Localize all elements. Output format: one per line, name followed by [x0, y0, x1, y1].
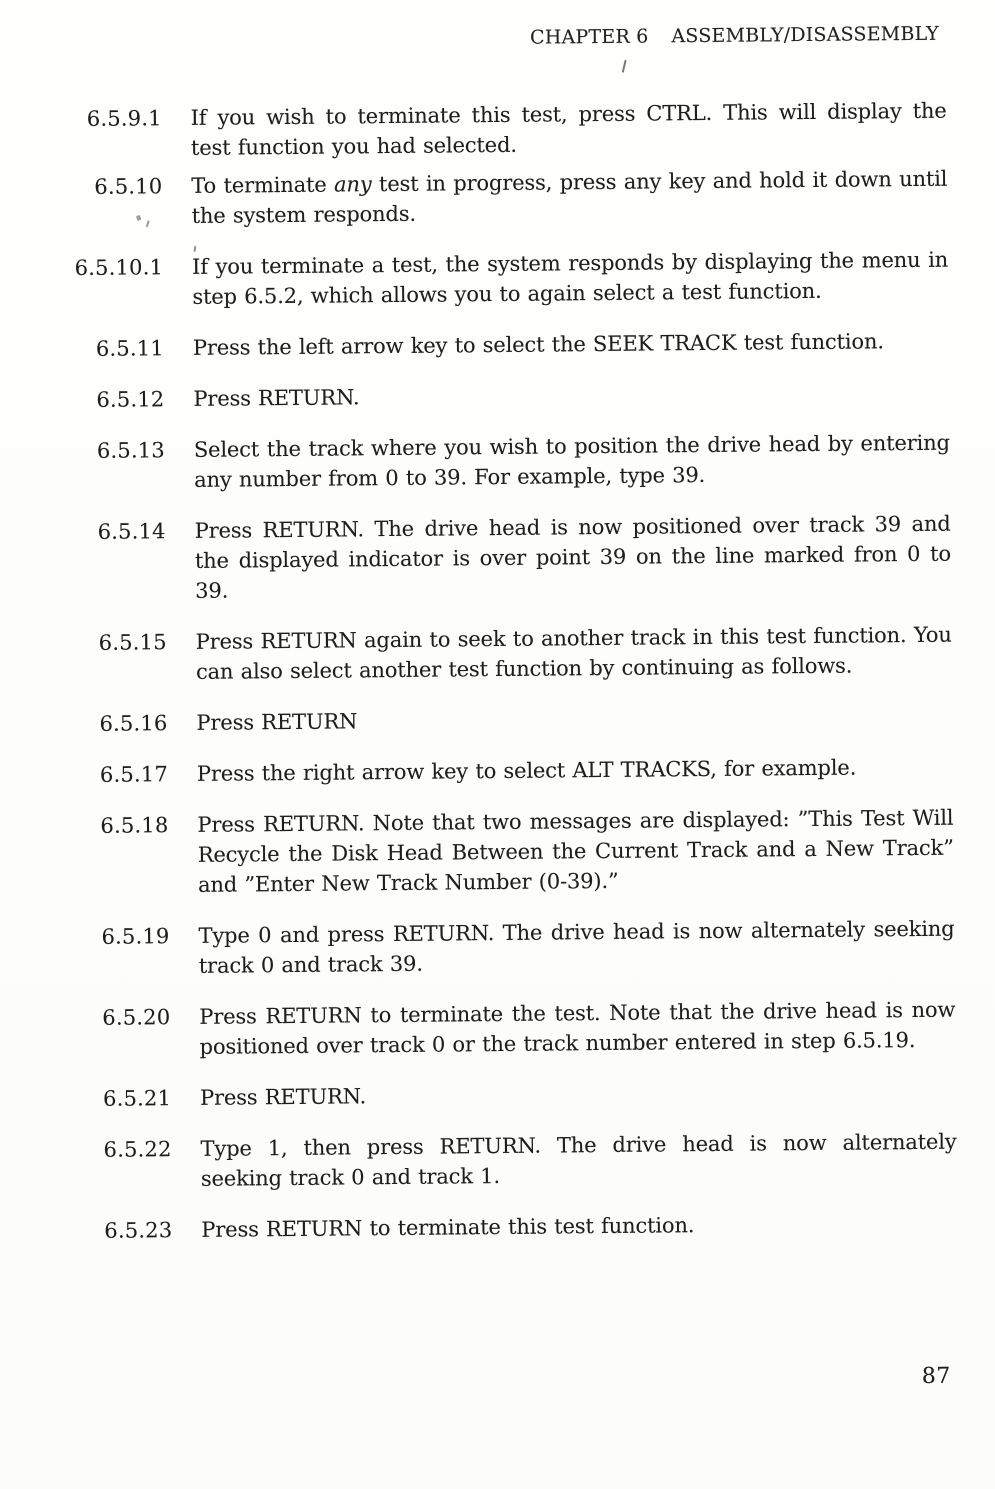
step-text: Press RETURN — [196, 709, 358, 735]
step-item — [5, 1208, 957, 1247]
step-item — [4, 1127, 957, 1196]
step-number: 6.5.11 — [95, 336, 165, 361]
page-header — [530, 23, 939, 49]
step-number: 6.5.19 — [101, 924, 170, 949]
step-number: 6.5.13 — [96, 438, 165, 463]
step-number: 6.5.23 — [104, 1218, 173, 1243]
step-number: 6.5.17 — [99, 762, 169, 787]
step-number: 6.5.18 — [100, 813, 169, 838]
step-text: Press RETURN to terminate the test. Note that the drive head is now positioned over track 0 or the track number entered in step 6.5.19. — [199, 997, 956, 1059]
step-item — [0, 96, 947, 165]
steps-list — [0, 95, 995, 1246]
step-text: Press the left arrow key to select the SEEK TRACK test function. — [192, 329, 884, 360]
scan-artifact-tick — [622, 60, 627, 73]
step-item — [0, 245, 949, 314]
step-text: If you wish to terminate this test, press CTRL. This will display the test function you had selected. — [190, 98, 947, 160]
step-item — [0, 377, 949, 416]
step-text: If you terminate a test, the system responds by displaying the menu in step 6.5.2, which allows you to again select a test function. — [192, 247, 949, 309]
step-number: 6.5.20 — [102, 1005, 171, 1030]
step-item — [0, 620, 952, 689]
step-number: 6.5.10.1 — [74, 255, 164, 281]
step-number: 6.5.9.1 — [86, 106, 162, 131]
page-number: 87 — [921, 1363, 951, 1389]
step-text: Press RETURN. — [193, 385, 360, 411]
step-text: Type 1, then press RETURN. The drive head is now alternately seeking track 0 and track 1. — [200, 1129, 957, 1191]
step-item — [0, 428, 950, 497]
step-number: 6.5.21 — [102, 1086, 172, 1111]
step-number: 6.5.15 — [98, 630, 167, 655]
step-item — [0, 164, 948, 233]
step-number: 6.5.14 — [97, 519, 166, 544]
step-item — [0, 701, 952, 740]
step-number: 6.5.22 — [103, 1137, 172, 1162]
step-text: Type 0 and press RETURN. The drive head is now alternately seeking track 0 and track 39. — [198, 916, 955, 978]
step-item — [3, 995, 956, 1064]
step-item — [0, 509, 951, 608]
step-number: 6.5.10 — [94, 174, 163, 199]
step-text: Press RETURN. The drive head is now positioned over track 39 and the displayed indicator is over point 39 on the line marked fron 0 to 39. — [194, 511, 952, 603]
step-number: 6.5.16 — [99, 711, 168, 736]
step-item — [2, 914, 955, 983]
step-item — [0, 326, 949, 365]
step-text: Press RETURN. Note that two messages are displayed: ”This Test Will Recycle the Disk Head Between the Current Track and a New Track” and ”Enter New Track Number (0-39).” — [197, 805, 954, 897]
step-item — [4, 1076, 956, 1115]
step-number: 6.5.12 — [96, 387, 165, 412]
chapter-label: CHAPTER 6 — [529, 25, 649, 49]
step-text: Press RETURN. — [199, 1084, 367, 1110]
step-text: Press RETURN to terminate this test function. — [201, 1213, 695, 1242]
step-item — [1, 752, 953, 791]
step-text: To terminate any test in progress, press any key and hold it down until the system responds. — [191, 166, 948, 228]
step-text: Select the track where you wish to position the drive head by entering any number from 0 to 39. For example, type 39. — [193, 430, 950, 492]
step-item — [1, 803, 954, 902]
step-text: Press RETURN again to seek to another track in this test function. You can also select another test function by continuing as follows. — [195, 622, 952, 684]
step-text: Press the right arrow key to select ALT TRACKS, for example. — [196, 755, 857, 786]
chapter-title: ASSEMBLY/DISASSEMBLY — [671, 22, 940, 48]
